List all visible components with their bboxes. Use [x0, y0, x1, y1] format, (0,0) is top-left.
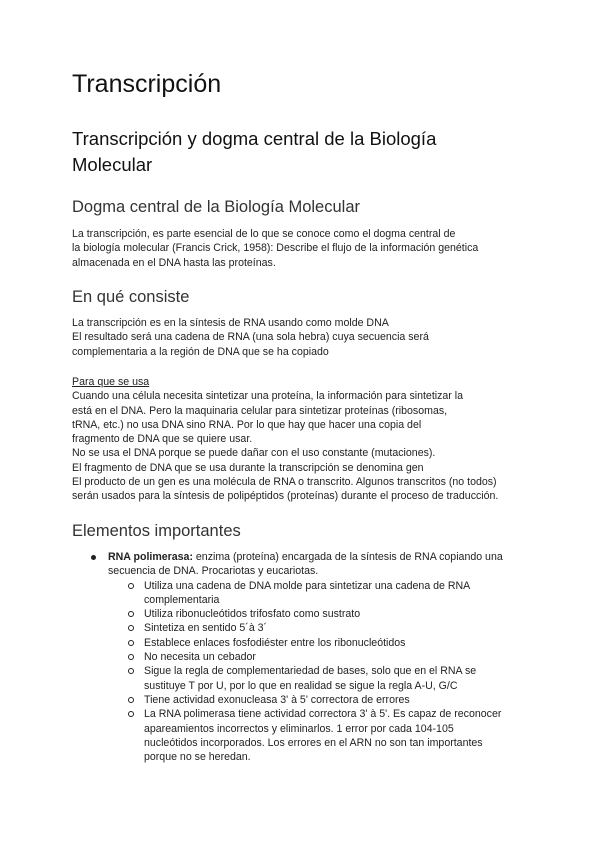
text-line: complementaria [144, 593, 220, 606]
text-line: Tiene actividad exonucleasa 3' à 5' correctora de errores [144, 693, 410, 706]
text-line: No se usa el DNA porque se puede dañar con el uso constante (mutaciones). [72, 447, 436, 460]
text-line: fragmento de DNA que se quiere usar. [72, 433, 253, 446]
text-line: Establece enlaces fosfodiéster entre los ribonucleótidos [144, 636, 406, 649]
text-line: Utiliza ribonucleótidos trifosfato como sustrato [144, 608, 361, 621]
bullet-list [72, 550, 542, 764]
bullet-circle-icon [128, 583, 134, 589]
text-line: La transcripción, es parte esencial de lo que se conoce como el dogma central de [72, 228, 456, 240]
sub-list-item [72, 650, 542, 664]
sub-list-item [72, 607, 542, 621]
sub-list-item [72, 579, 542, 608]
text-line: almacenada en el DNA hasta las proteínas. [72, 256, 276, 269]
bullet-circle-icon [128, 611, 134, 617]
text-line: La transcripción es en la síntesis de RNA usando como molde DNA [72, 317, 389, 329]
text-line: Utiliza una cadena de DNA molde para sintetizar una cadena de RNA [144, 579, 471, 592]
section-title [72, 126, 542, 178]
text-line: apareamientos incorrectos y eliminarlos. 1 error por cada 104-105 [144, 722, 454, 735]
list-item [72, 550, 542, 579]
text-line: secuencia de DNA. Procariotas y eucariotas. [108, 565, 319, 578]
text-line: No necesita un cebador [144, 651, 256, 664]
bullet-circle-icon [128, 625, 134, 631]
text-line: Cuando una célula necesita sintetizar una proteína, la información para sintetizar la [72, 390, 464, 403]
text-line: serán usados para la síntesis de polipéptidos (proteínas) durante el proceso de traducción. [72, 490, 499, 503]
sub-list-item [72, 664, 542, 693]
term-label: RNA polimerasa: [108, 551, 193, 563]
heading-elementos: Elementos importantes [72, 522, 241, 540]
heading-dogma: Dogma central de la Biología Molecular [72, 198, 360, 216]
bullet-circle-icon [128, 697, 134, 703]
subheading-para-que: Para que se usa [72, 376, 150, 388]
text-line: la biología molecular (Francis Crick, 1958): Describe el flujo de la información genética [72, 242, 479, 255]
paragraph-dogma [72, 227, 542, 270]
bullet-circle-icon [128, 668, 134, 674]
term-definition: enzima (proteína) encargada de la síntesis de RNA copiando una [192, 551, 503, 563]
text-line: está en el DNA. Pero la maquinaria celular para sintetizar proteínas (ribosomas, [72, 404, 448, 417]
text-line: El producto de un gen es una molécula de RNA o transcrito. Algunos transcritos (no todos) [72, 476, 497, 489]
text-line: sustituye T por U, por lo que en realidad se sigue la regla A-U, G/C [144, 679, 458, 692]
document-title: Transcripción [72, 70, 222, 98]
sub-list-item [72, 636, 542, 650]
text-line: tRNA, etc.) no usa DNA sino RNA. Por lo que hay que hacer una copia del [72, 418, 422, 431]
section-title-line: Transcripción y dogma central de la Biología [72, 128, 437, 149]
bullet-dot-icon [91, 555, 96, 560]
sub-list-item [72, 693, 542, 707]
text-line: Sintetiza en sentido 5´à 3´ [144, 622, 268, 635]
sub-list-item [72, 621, 542, 635]
text-line: nucleótidos incorporados. Los errores en el ARN no son tan importantes [144, 736, 483, 749]
text-line: complementaria a la región de DNA que se ha copiado [72, 345, 329, 358]
heading-consiste: En qué consiste [72, 288, 190, 306]
section-title-line: Molecular [72, 154, 153, 175]
bullet-circle-icon [128, 654, 134, 660]
paragraph-consiste [72, 316, 542, 359]
bullet-circle-icon [128, 711, 134, 717]
bullet-circle-icon [128, 640, 134, 646]
text-line: La RNA polimerasa tiene actividad correctora 3' à 5'. Es capaz de reconocer [144, 708, 502, 721]
text-line: Sigue la regla de complementariedad de bases, solo que en el RNA se [144, 665, 477, 678]
paragraph-para-que [72, 375, 542, 504]
text-line: El fragmento de DNA que se usa durante la transcripción se denomina gen [72, 461, 424, 474]
sub-list-item [72, 707, 542, 764]
text-line: El resultado será una cadena de RNA (una sola hebra) cuya secuencia será [72, 331, 429, 344]
text-line: porque no se heredan. [144, 751, 251, 764]
